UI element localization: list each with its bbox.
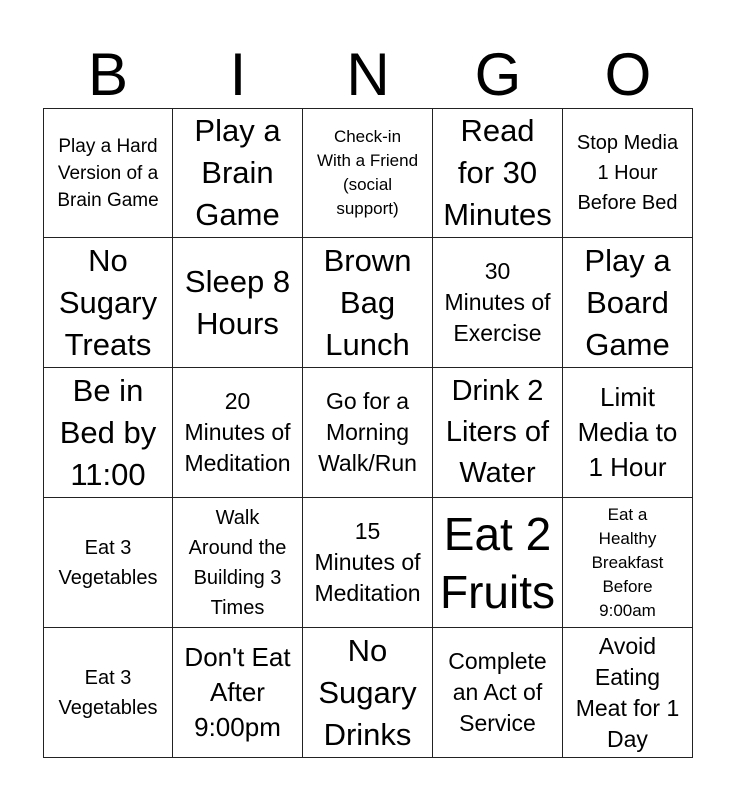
bingo-cell[interactable] [303,368,433,498]
header-letter-o: O [604,41,652,108]
cell-text: 30 Minutes of Exercise [444,258,551,346]
bingo-cell[interactable] [173,628,303,758]
header-letter-g: G [474,41,522,108]
header-letter-b: B [87,41,129,108]
cell-text: Limit Media to 1 Hour [577,382,678,482]
cell-text: Complete an Act of Service [448,648,547,736]
bingo-cell[interactable] [43,368,173,498]
bingo-cell[interactable] [563,238,693,368]
cell-text: Eat 3 Vegetables [58,536,158,589]
bingo-cell[interactable] [303,498,433,628]
cell-text: 15 Minutes of Meditation [314,518,421,606]
bingo-cell[interactable] [303,238,433,368]
cell-text: Play a Brain Game [194,113,281,232]
cell-text: No Sugary Treats [58,242,158,362]
cell-text: Drink 2 Liters of Water [445,375,550,489]
bingo-cell[interactable] [563,498,693,628]
cell-text: Don't Eat After 9:00pm [184,642,291,742]
bingo-cell[interactable] [43,108,173,238]
bingo-cell[interactable] [173,238,303,368]
bingo-header [43,42,693,108]
cell-text: Play a Hard Version of a Brain Game [57,135,159,211]
bingo-cell[interactable] [433,628,563,758]
bingo-cell[interactable] [563,108,693,238]
bingo-cell[interactable] [43,628,173,758]
bingo-cell[interactable] [433,498,563,628]
cell-text: Walk Around the Building 3 Times [188,506,287,619]
cell-text: Play a Board Game [584,242,671,362]
bingo-cell[interactable] [173,108,303,238]
bingo-cell[interactable] [303,628,433,758]
bingo-board [43,108,693,758]
cell-text: Eat a Healthy Breakfast Before 9:00am [591,504,664,620]
bingo-cell[interactable] [303,108,433,238]
cell-text: 20 Minutes of Meditation [184,388,291,476]
bingo-cell[interactable] [433,238,563,368]
cell-text: Brown Bag Lunch [323,242,412,362]
cell-text: Avoid Eating Meat for 1 Day [575,632,680,752]
bingo-cell[interactable] [433,108,563,238]
cell-text: Eat 2 Fruits [440,507,555,618]
cell-text: Eat 3 Vegetables [58,666,158,719]
cell-text: Read for 30 Minutes [443,113,552,232]
cell-text: Stop Media 1 Hour Before Bed [576,132,679,214]
bingo-cell[interactable] [563,368,693,498]
bingo-cell[interactable] [433,368,563,498]
bingo-cell[interactable] [173,498,303,628]
cell-text: Be in Bed by 11:00 [59,372,157,492]
bingo-cell[interactable] [563,628,693,758]
cell-text: Check-in With a Friend (social support) [316,127,419,218]
cell-text: No Sugary Drinks [318,632,417,752]
cell-text: Go for a Morning Walk/Run [318,388,417,476]
header-letter-i: I [229,41,247,108]
bingo-cell[interactable] [173,368,303,498]
bingo-cell[interactable] [43,238,173,368]
header-letter-n: N [346,41,390,108]
bingo-cell[interactable] [43,498,173,628]
cell-text: Sleep 8 Hours [184,263,291,341]
